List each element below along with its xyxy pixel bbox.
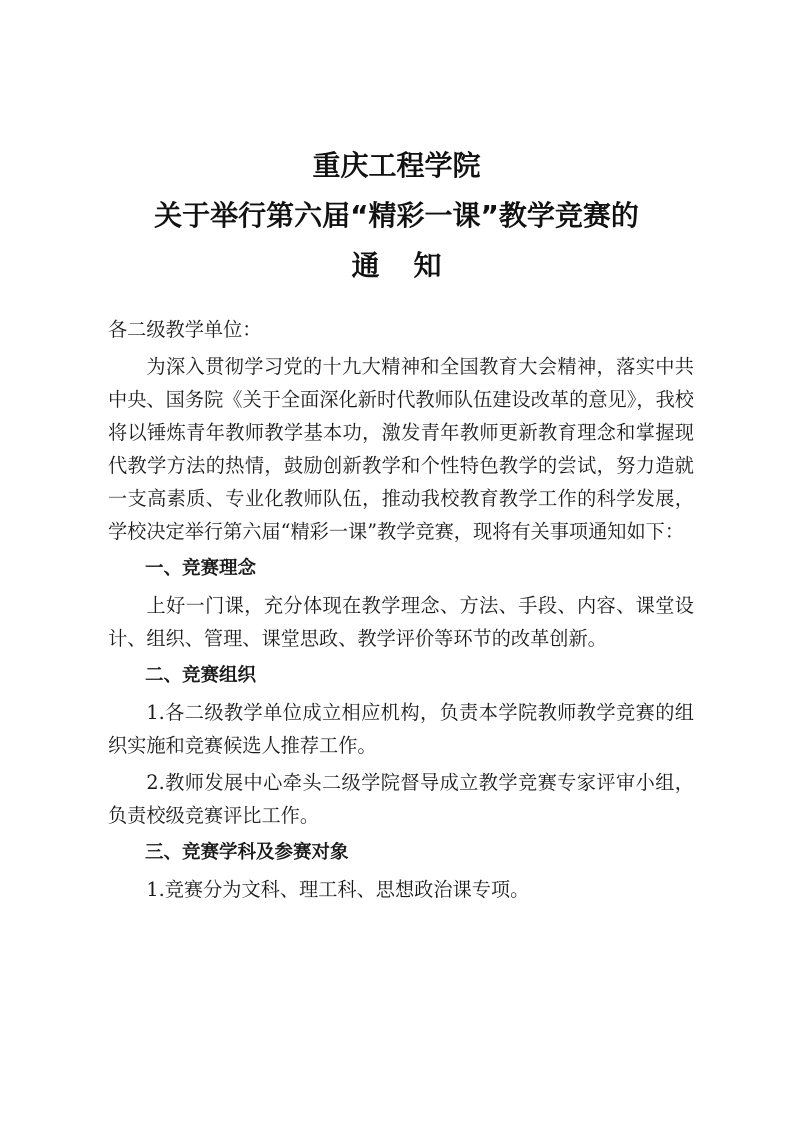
section-item-subjects-1: 1.竞赛分为文科、理工科、思想政治课专项。 (146, 878, 530, 901)
document-title-subject: 关于举行第六届“精彩一课”教学竞赛的 (154, 199, 639, 232)
document-title-institution: 重庆工程学院 (312, 149, 481, 182)
document-title-notice: 通知 (351, 249, 476, 282)
section-item-organization-1: 1.各二级教学单位成立相应机构，负责本学院教师教学竞赛的组织实施和竞赛候选人推荐工作。 (108, 701, 694, 757)
section-heading-organization: 二、竞赛组织 (145, 665, 257, 686)
document-body (108, 313, 694, 910)
section-heading-subjects: 三、竞赛学科及参赛对象 (145, 842, 349, 863)
salutation: 各二级教学单位： (108, 318, 262, 341)
section-heading-philosophy: 一、竞赛理念 (145, 558, 257, 579)
section-item-organization-2: 2.教师发展中心牵头二级学院督导成立教学竞赛专家评审小组，负责校级竞赛评比工作。 (108, 771, 694, 827)
intro-paragraph: 为深入贯彻学习党的十九大精神和全国教育大会精神，落实中共中央、国务院《关于全面深化新时代教师队伍建设改革的意见》，我校将以锤炼青年教师教学基本功，激发青年教师更新教育理念和掌握现代教学方法的热情，鼓励创新教学和个性特色教学的尝试，努力造就一支高素质、专业化教师队伍，推动我校教育教学工作的科学发展，学校决定举行第六届“精彩一课”教学竞赛，现将有关事项通知如下： (108, 355, 694, 543)
section-text-philosophy: 上好一门课，充分体现在教学理念、方法、手段、内容、课堂设计、组织、管理、课堂思政、教学评价等环节的改革创新。 (108, 594, 694, 650)
